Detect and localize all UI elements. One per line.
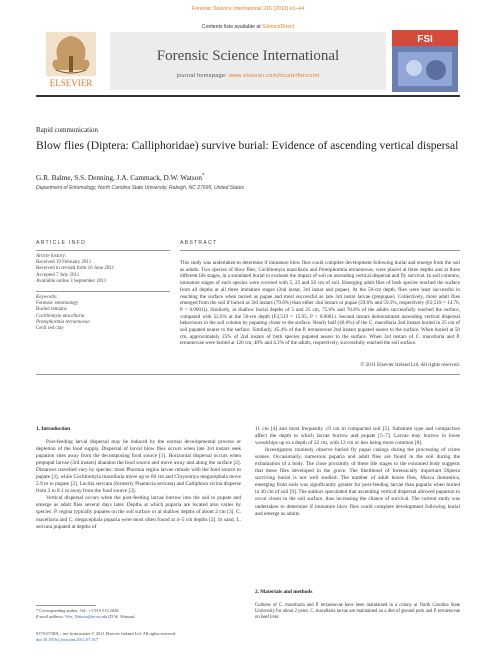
intro-paragraph: 11 cm [4] and most frequently ≤9 cm in compacted soil [5]. Substrate type and compaction affect the depth to which larvae burrow and pupate [5–7]. Larvae may burrow in loose woodchips up to a depth of 22 cm, with 12 cm or less being more common [8]. xyxy=(255,426,460,447)
keyword: Buried remains xyxy=(36,307,67,313)
intro-paragraph: Post-feeding larval dispersal may be induced by the normal developmental process or depletion of the food supply. Dispersal of larval blow flies occurs when late 3rd instars seek pupation sites away from the decomposing food source [1]. Horizontal dispersal occurs when prepupal larvae (3rd instars) abandon the food source and move away and along the surface [2]. Distances travelled vary by species: most Phormia regina larvae remain with the food source to pupate [3], while Cochliomyia macellaria move up to 60 cm and Chrysomya megacephala move 2.9 m to pupate [2]. Lucilia sericata (formerly Phaenicia sericata) and Calliphora vicina disperse from 3 to 8.1 m away from the food source [3]. xyxy=(36,439,241,495)
journal-cover-image xyxy=(392,30,458,92)
email-suffix: (D.W. Watson). xyxy=(108,613,136,619)
article-type: Rapid communication xyxy=(36,126,99,134)
article-history xyxy=(36,254,170,285)
elsevier-logo xyxy=(36,30,106,92)
history-item: Available online 3 September 2011 xyxy=(36,278,107,284)
corresponding-author-mark[interactable]: * xyxy=(202,173,205,179)
abstract-rule-bottom xyxy=(36,374,460,375)
article-title: Blow flies (Diptera: Calliphoridae) survive burial: Evidence of ascending vertical dispersal xyxy=(36,139,459,152)
abstract-text: This study was undertaken to determine if immature blow flies could complete development following burial and emerge from the soil as adults. Two species of blow flies, Cochliomyia macellaria and Protophormia terraenovae, were placed at three depths and at three different life stages, in a simulated burial to evaluate the impact of soil on ascending vertical dispersal and fly survival. In soil columns, immature stages of each species were covered with 5, 25 and 50 cm of soil. Emerging adult flies of both species reached the surface from all depths at all three immature stages (2nd instar, 3rd instar and pupae). At the 50-cm depth, flies were least successful in reaching the surface when buried as pupae and most successful as late 3rd instar larvae (prepupae). Collectively, more adult flies emerged from the soil if buried as 3rd instars (79.6%) than either 2nd instars or pupae (59.6% and 59.3%, respectively (F2,519 = 14.76, P < 0.0001)). Similarly, at shallow burial depths of 5 and 25 cm, 75.6% and 70.4% of the adults successfully reached the surface, compared with 52.6% at the 50-cm depth (F2,519 = 15.95, P < 0.0001). Second instars demonstrated ascending vertical dispersal behaviours in the soil column by pupating closer to the surface. Nearly half (46.6%) of the C. macellaria 2nd instars buried in 25 cm of soil pupated nearer to the surface. Similarly, 45.4% of the P. terraenovae 2nd instars pupated nearer to the surface. When buried at 50 cm, approximately 25% of 2nd instars of both species pupated nearer to the surface. When 3rd instars of C. macellaria and P. terraenovae were buried at 120 cm, 40% and 4.3% of the adults, respectively, successfully reached the soil surface. xyxy=(180,260,460,347)
abstract-rule-top xyxy=(180,250,460,251)
article-info-rule xyxy=(36,250,170,251)
methods-text: Cultures of C. macellaria and P. terraenovae have been maintained in a colony at North Carolina State University for about 2 years. C. macellaria larvae are maintained on a diet of ground pork and P. terraenovae on beef liver. xyxy=(255,603,460,621)
affiliation: Department of Entomology, North Carolina State University, Raleigh, NC 27695, United States xyxy=(36,185,244,191)
keywords-list xyxy=(36,295,170,332)
journal-homepage xyxy=(110,73,386,79)
footnote xyxy=(36,608,241,619)
history-item: Received 19 February 2011 xyxy=(36,260,92,266)
history-item: Received in revised form 16 June 2011 xyxy=(36,266,115,272)
issn-line: 0379-0738/$ – see front matter © 2011 Elsevier Ireland Ltd. All rights reserved. xyxy=(36,631,177,636)
keyword: Protophormia terraenovae xyxy=(36,319,90,325)
intro-paragraph: Vertical dispersal occurs when the post-feeding larvae burrow into the soil to pupate and emerge as adult flies several days later. Depths at which puparia are located also varies by species. P. regina typically pupates on the soil surface or at shallow depths of about 2 cm [3]. C. macellaria and C. megacephala puparia were most often found at 4–5 cm depths [2]. In sand, L. sericata pupated at depths of xyxy=(36,495,241,530)
homepage-prefix: journal homepage: xyxy=(176,73,228,79)
doi-link[interactable]: doi:10.1016/j.forsciint.2011.07.017 xyxy=(36,636,99,642)
copyright-line: © 2011 Elsevier Ireland Ltd. All rights reserved. xyxy=(360,362,460,368)
email-line xyxy=(36,614,241,620)
methods-heading: 2. Materials and methods xyxy=(255,589,313,595)
introduction-heading: 1. Introduction xyxy=(36,426,71,432)
authors: G.R. Balme, S.S. Denning, J.A. Cammack, D.W. Watson xyxy=(36,173,203,182)
keyword: Cecil red clay xyxy=(36,326,64,332)
journal-title: Forensic Science International xyxy=(156,48,340,64)
homepage-url[interactable]: www.elsevier.com/locate/forsciint xyxy=(229,73,320,79)
keyword: Cochliomyia macellaria xyxy=(36,313,85,319)
footnote-rule xyxy=(36,605,96,606)
history-item: Accepted 7 July 2011 xyxy=(36,272,80,278)
publication-info xyxy=(36,631,296,642)
author-list xyxy=(36,173,205,182)
contents-availability-line xyxy=(110,24,386,30)
keyword: Forensic entomology xyxy=(36,301,79,307)
contents-prefix: Contents lists available at xyxy=(201,24,261,30)
article-info-heading: ARTICLE INFO xyxy=(36,240,87,246)
header-divider xyxy=(36,95,460,97)
abstract-heading: ABSTRACT xyxy=(180,240,218,246)
email-link[interactable]: Wes_Watson@ncsu.edu xyxy=(65,613,108,619)
intro-paragraph: Investigators routinely observe buried fly pupal casings during the processing of crime scenes. Occasionally, numerous puparia and adult flies are found in the soil during the exhumation of a body. The close proximity of these life stages to the exhumed body suggests that these flies developed in the grave. The likelihood of forensically important Diptera surviving burial is not well studied. The number of adult house flies, Musca domestica, emerging from soils was significantly greater for post-feeding larvae than puparia when buried in 30 cm of soil [9]. The authors speculated that ascending vertical dispersal allowed pupation to occur closer to the soil surface, thus increasing the chance of survival. The current study was undertaken to determine if immature blow flies could complete development following burial and emerge as adults. xyxy=(255,447,460,517)
journal-reference: Forensic Science International 216 (2012) e1–e4 xyxy=(191,6,305,12)
keywords-rule xyxy=(36,291,170,292)
keywords-label: Keywords: xyxy=(36,295,58,300)
history-label: Article history: xyxy=(36,254,67,259)
email-label: E-mail address: xyxy=(36,613,65,619)
intro-left-column xyxy=(36,439,241,531)
sciencedirect-link[interactable]: ScienceDirect xyxy=(262,24,295,30)
cover-label: FSI xyxy=(417,34,433,45)
elsevier-wordmark: ELSEVIER xyxy=(49,78,93,88)
intro-right-column xyxy=(255,426,460,518)
corresponding-author-note: * Corresponding author. Tel.: +1 919 513 2028. xyxy=(36,608,120,613)
